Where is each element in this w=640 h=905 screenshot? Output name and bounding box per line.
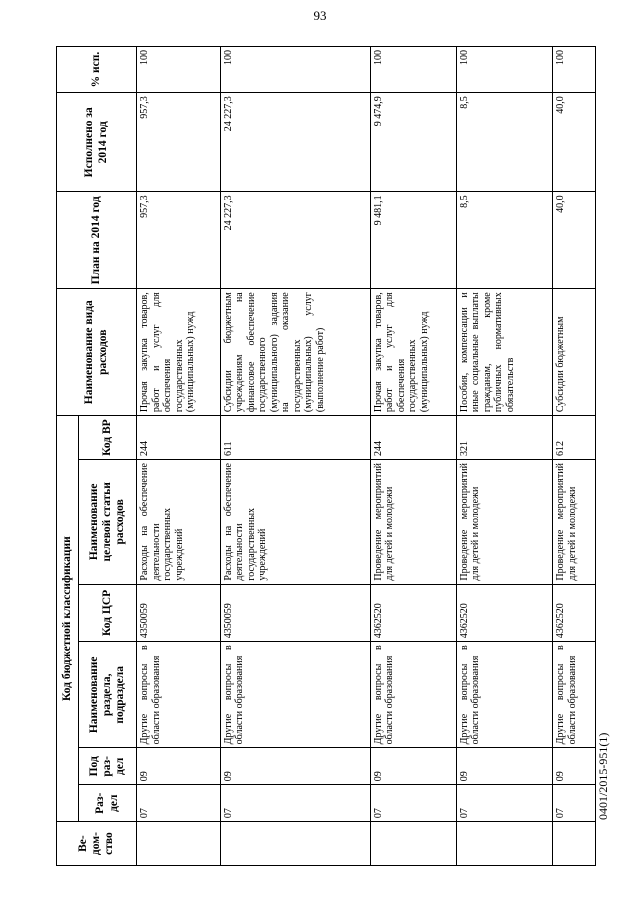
cell-csr: 4362520 — [553, 584, 596, 642]
header-fact: Исполнено за 2014 год — [57, 93, 137, 192]
cell-podrazdel: 09 — [370, 748, 456, 785]
table-row — [370, 47, 456, 866]
table-row — [553, 47, 596, 866]
cell-vr: 611 — [220, 416, 370, 460]
cell-plan: 24 227,3 — [220, 192, 370, 289]
cell-csr: 4362520 — [370, 584, 456, 642]
cell-razdel-name: Другие вопросы в области образования — [456, 642, 553, 748]
cell-fact: 40,0 — [553, 93, 596, 192]
header-vr-name: Наименование вида расходов — [57, 289, 137, 416]
header-group-classification: Код бюджетной классификации — [57, 416, 79, 822]
cell-fact: 8,5 — [456, 93, 553, 192]
cell-plan: 9 481,1 — [370, 192, 456, 289]
cell-razdel: 07 — [137, 785, 221, 822]
cell-podrazdel: 09 — [137, 748, 221, 785]
cell-csr-name: Проведение мероприятий для детей и молодежи — [370, 460, 456, 585]
cell-fact: 957,3 — [137, 93, 221, 192]
cell-vedomstvo — [137, 822, 221, 866]
cell-razdel: 07 — [553, 785, 596, 822]
header-plan: План на 2014 год — [57, 192, 137, 289]
cell-razdel-name: Другие вопросы в области образования — [137, 642, 221, 748]
header-razdel-name: Наименование раздела, подраздела — [79, 642, 137, 748]
cell-pct: 100 — [137, 47, 221, 93]
cell-vr-name: Субсидии бюджетным учреждениям на финансовое обеспечение государственного (муниципального) задания на оказание государственных (муниципальных) услуг (выполнение работ) — [220, 289, 370, 416]
cell-razdel-name: Другие вопросы в области образования — [553, 642, 596, 748]
header-vr: Код ВР — [79, 416, 137, 460]
cell-vr: 321 — [456, 416, 553, 460]
cell-vedomstvo — [220, 822, 370, 866]
cell-pct: 100 — [553, 47, 596, 93]
document-code: 0401/2015-951(1) — [596, 732, 610, 820]
cell-razdel: 07 — [456, 785, 553, 822]
cell-vedomstvo — [456, 822, 553, 866]
cell-vr: 244 — [137, 416, 221, 460]
cell-plan: 40,0 — [553, 192, 596, 289]
cell-csr-name: Расходы на обеспечение деятельности государственных учреждений — [137, 460, 221, 585]
cell-vr-name: Субсидии бюджетным — [553, 289, 596, 416]
page-number: 93 — [313, 8, 327, 23]
budget-table — [56, 46, 596, 866]
cell-razdel: 07 — [220, 785, 370, 822]
cell-csr-name: Проведение мероприятий для детей и молодежи — [553, 460, 596, 585]
cell-vedomstvo — [370, 822, 456, 866]
table-row — [456, 47, 553, 866]
cell-plan: 8,5 — [456, 192, 553, 289]
cell-vr: 244 — [370, 416, 456, 460]
header-csr-name: Наименование целевой статьи расходов — [79, 460, 137, 585]
cell-vr-name: Пособия, компенсации и иные социальные выплаты гражданам, кроме публичных нормативных обязательств — [456, 289, 553, 416]
cell-csr: 4350059 — [220, 584, 370, 642]
cell-razdel: 07 — [370, 785, 456, 822]
header-csr: Код ЦСР — [79, 584, 137, 642]
cell-csr-name: Расходы на обеспечение деятельности государственных учреждений — [220, 460, 370, 585]
cell-podrazdel: 09 — [456, 748, 553, 785]
cell-fact: 9 474,9 — [370, 93, 456, 192]
cell-vedomstvo — [553, 822, 596, 866]
cell-csr: 4362520 — [456, 584, 553, 642]
cell-vr: 612 — [553, 416, 596, 460]
header-vedomstvo: Ве-дом-ство — [57, 822, 137, 866]
table-row — [220, 47, 370, 866]
table-row — [137, 47, 221, 866]
budget-table-rotated — [56, 46, 596, 866]
cell-podrazdel: 09 — [553, 748, 596, 785]
cell-pct: 100 — [456, 47, 553, 93]
cell-podrazdel: 09 — [220, 748, 370, 785]
cell-razdel-name: Другие вопросы в области образования — [370, 642, 456, 748]
cell-vr-name: Прочая закупка товаров, работ и услуг для обеспечения государственных (муниципальных) нужд — [137, 289, 221, 416]
cell-razdel-name: Другие вопросы в области образования — [220, 642, 370, 748]
cell-fact: 24 227,3 — [220, 93, 370, 192]
header-pct: % исп. — [57, 47, 137, 93]
cell-pct: 100 — [220, 47, 370, 93]
header-razdel: Раз-дел — [79, 785, 137, 822]
cell-vr-name: Прочая закупка товаров, работ и услуг для обеспечения государственных (муниципальных) нужд — [370, 289, 456, 416]
cell-csr: 4350059 — [137, 584, 221, 642]
cell-plan: 957,3 — [137, 192, 221, 289]
cell-csr-name: Проведение мероприятий для детей и молодежи — [456, 460, 553, 585]
header-podrazdel: Под раз-дел — [79, 748, 137, 785]
cell-pct: 100 — [370, 47, 456, 93]
